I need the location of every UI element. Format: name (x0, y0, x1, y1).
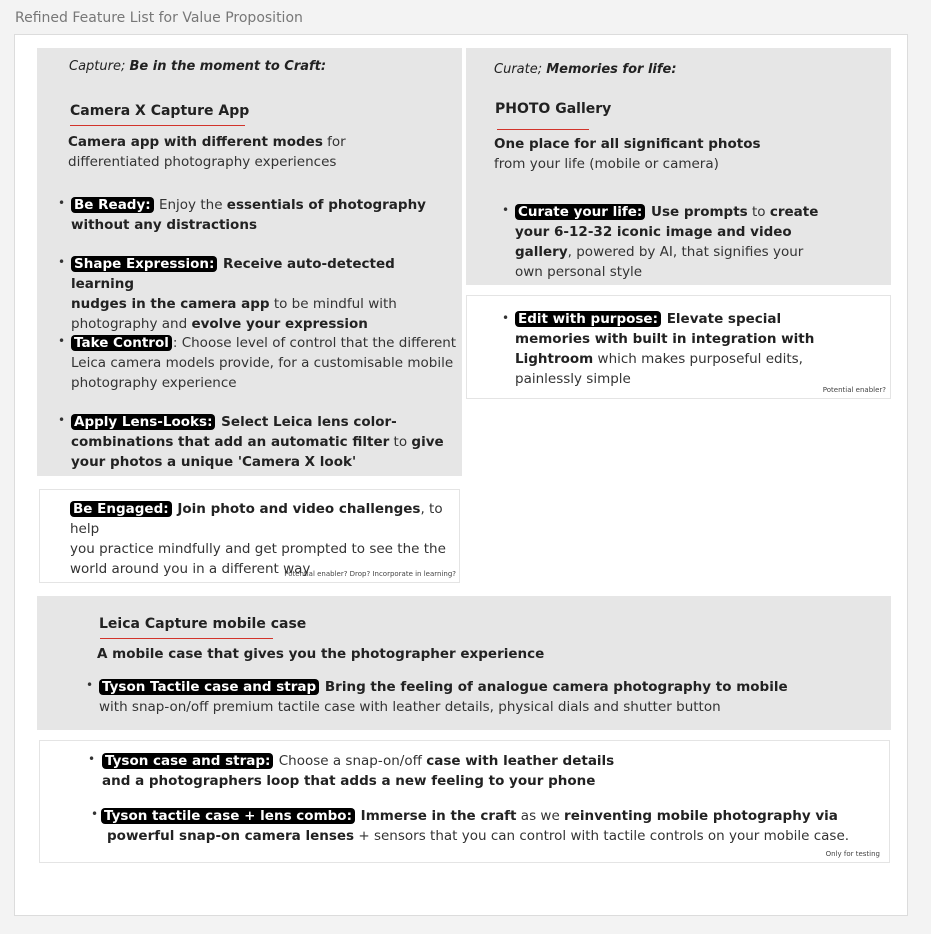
slide-canvas (14, 34, 908, 916)
bullet-icon: • (58, 334, 66, 348)
tag-edit-with-purpose: Edit with purpose: (515, 311, 661, 327)
capture-heading-underline (70, 125, 245, 126)
edit-bold3: Lightroom (515, 351, 594, 367)
take-control-text1: : Choose level of control that the different (172, 335, 457, 351)
case-panel (37, 596, 891, 730)
tag-shape-expression: Shape Expression: (71, 256, 217, 272)
list-item-curate-your-life (515, 202, 885, 282)
lens-combo-text2: + sensors that you can control with tactile controls on your mobile case. (354, 828, 850, 844)
lens-combo-text1: as we (516, 808, 565, 824)
curate-bold1: Use prompts (646, 204, 748, 220)
bullet-icon: • (58, 413, 66, 427)
bullet-icon: • (58, 255, 66, 269)
lens-looks-bold4: your photos a unique 'Camera X look' (71, 454, 357, 470)
capture-heading: Camera X Capture App (70, 103, 250, 119)
tag-be-engaged: Be Engaged: (70, 501, 172, 517)
curate-heading-underline (497, 129, 589, 130)
tag-tyson-lens-combo: Tyson tactile case + lens combo: (101, 808, 355, 824)
tyson-case-text1: Choose a snap-on/off (274, 753, 427, 769)
curate-desc-rest: from your life (mobile or camera) (494, 156, 719, 172)
tag-apply-lens-looks: Apply Lens-Looks: (71, 414, 215, 430)
case-description (97, 644, 797, 664)
capture-eyebrow-emph: Be in the moment to Craft: (129, 59, 327, 74)
tag-be-ready: Be Ready: (71, 197, 154, 213)
tag-curate-your-life: Curate your life: (515, 204, 645, 220)
list-item-tyson-lens-combo (101, 806, 886, 846)
list-item-tyson-case-strap (102, 751, 882, 791)
be-engaged-text3: world around you in a different way (70, 561, 311, 577)
take-control-text2: Leica camera models provide, for a customisable mobile (71, 355, 454, 371)
bullet-icon: • (58, 196, 66, 210)
lens-looks-text2: to (389, 434, 412, 450)
lens-combo-bold3: powerful snap-on camera lenses (107, 828, 355, 844)
edit-bold1: Elevate special (662, 311, 782, 327)
list-item-shape-expression (71, 254, 456, 334)
shape-expression-text2: to be mindful with (269, 296, 397, 312)
bullet-icon: • (86, 678, 94, 692)
list-item-tyson-tactile-case (99, 677, 879, 717)
case-heading: Leica Capture mobile case (99, 616, 307, 632)
curate-eyebrow (494, 62, 677, 77)
bullet-icon: • (502, 311, 510, 325)
curate-heading: PHOTO Gallery (495, 101, 612, 117)
curate-text1: to (747, 204, 770, 220)
take-control-text3: photography experience (71, 375, 237, 391)
curate-eyebrow-emph: Memories for life: (546, 62, 677, 77)
shape-expression-bold1: Receive auto-detected learning (71, 256, 395, 292)
testing-panel (39, 740, 890, 863)
lens-combo-bold2: reinventing mobile photography via (564, 808, 838, 824)
be-engaged-text1: , to help (70, 501, 443, 537)
list-item-edit-with-purpose (515, 309, 885, 389)
tag-tyson-tactile-case: Tyson Tactile case and strap (99, 679, 319, 695)
list-item-be-ready (71, 195, 451, 235)
tyson-case-bold1: case with leather details (426, 753, 615, 769)
capture-eyebrow-prefix: Capture; (69, 59, 130, 74)
curate-eyebrow-prefix: Curate; (494, 62, 547, 77)
bullet-icon: • (502, 203, 510, 217)
list-item-take-control (71, 333, 461, 393)
capture-description (68, 132, 453, 172)
case-heading-underline (100, 638, 273, 639)
engaged-note: Potential enabler? Drop? Incorporate in learning? (284, 570, 456, 578)
tyson-tactile-text1: with snap-on/off premium tactile case with leather details, physical dials and shutter button (99, 699, 721, 715)
edit-note: Potential enabler? (822, 386, 886, 394)
curate-bold2: create (769, 204, 819, 220)
capture-eyebrow (69, 59, 326, 74)
lens-combo-bold1: Immerse in the craft (355, 808, 517, 824)
edit-text2: painlessly simple (515, 371, 631, 387)
curate-bold3: your 6-12-32 iconic image and video (515, 224, 792, 240)
lens-looks-bold1: Select Leica lens color- (216, 414, 397, 430)
lens-looks-bold2: combinations that add an automatic filter (71, 434, 390, 450)
edit-text1: which makes purposeful edits, (593, 351, 803, 367)
be-ready-bold2: without any distractions (71, 217, 257, 233)
be-ready-bold1: essentials of photography (226, 197, 426, 213)
curate-description (494, 134, 874, 174)
tag-tyson-case-strap: Tyson case and strap: (102, 753, 273, 769)
engaged-panel (39, 489, 460, 583)
shape-expression-bold2: nudges in the camera app (71, 296, 270, 312)
case-desc-bold: A mobile case that gives you the photographer experience (97, 646, 545, 662)
capture-desc-bold: Camera app with different modes (68, 134, 323, 150)
bullet-icon: • (91, 807, 99, 821)
edit-panel (466, 295, 891, 399)
be-ready-text1: Enjoy the (154, 197, 227, 213)
shape-expression-text3: photography and (71, 316, 192, 332)
be-engaged-text2: you practice mindfully and get prompted to see the the (70, 541, 446, 557)
capture-desc-rest2: differentiated photography experiences (68, 154, 337, 170)
tyson-case-bold2: and a photographers loop that adds a new feeling to your phone (102, 773, 596, 789)
lens-looks-bold3: give (411, 434, 444, 450)
curate-panel (466, 48, 891, 285)
capture-panel (37, 48, 462, 476)
bullet-icon: • (88, 752, 96, 766)
curate-desc-bold: One place for all significant photos (494, 136, 761, 152)
shape-expression-bold3: evolve your expression (191, 316, 368, 332)
list-item-apply-lens-looks (71, 412, 456, 472)
tyson-tactile-bold1: Bring the feeling of analogue camera photography to mobile (320, 679, 788, 695)
tag-take-control: Take Control (71, 335, 172, 351)
curate-bold4: gallery (515, 244, 568, 260)
curate-text2: , powered by AI, that signifies your (567, 244, 804, 260)
list-item-be-engaged (70, 499, 455, 579)
testing-note: Only for testing (825, 850, 880, 858)
be-engaged-bold1: Join photo and video challenges (172, 501, 421, 517)
edit-bold2: memories with built in integration with (515, 331, 815, 347)
page-title: Refined Feature List for Value Proposition (15, 10, 303, 26)
capture-desc-rest1: for (322, 134, 346, 150)
curate-text3: own personal style (515, 264, 643, 280)
